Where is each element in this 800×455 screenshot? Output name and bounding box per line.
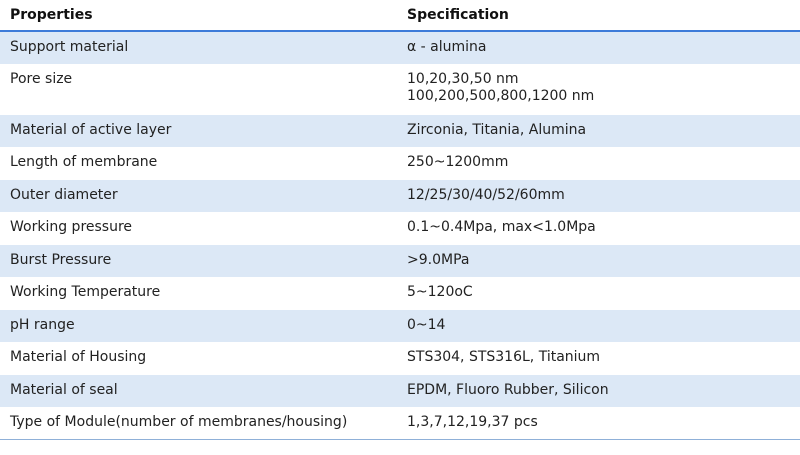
specification-value: 10,20,30,50 nm	[407, 70, 519, 87]
specification-value: 250~1200mm	[407, 154, 509, 170]
table-row	[0, 375, 800, 408]
table-row	[0, 147, 800, 180]
specification-cell	[397, 310, 800, 343]
specification-cell	[397, 245, 800, 278]
specification-cell	[397, 31, 800, 64]
property-cell: Outer diameter	[10, 186, 118, 203]
table-row	[0, 212, 800, 245]
table-row	[0, 407, 800, 440]
table-header	[0, 0, 800, 31]
table-row	[0, 64, 800, 115]
property-cell: Material of active layer	[10, 121, 172, 138]
specification-value: 12/25/30/40/52/60mm	[407, 186, 565, 203]
property-cell: Support material	[10, 39, 129, 55]
header-properties: Properties	[0, 0, 397, 31]
specification-cell	[397, 407, 800, 440]
specification-cell	[397, 147, 800, 180]
specification-cell	[397, 212, 800, 245]
property-cell: Material of Housing	[10, 349, 147, 365]
table-row	[0, 245, 800, 278]
property-cell: Pore size	[10, 70, 73, 87]
specification-value: EPDM, Fluoro Rubber, Silicon	[407, 381, 609, 398]
specification-cell	[397, 375, 800, 408]
table-row	[0, 115, 800, 148]
table-row	[0, 277, 800, 310]
specification-value: >9.0MPa	[407, 251, 470, 268]
specification-cell	[397, 64, 800, 115]
specification-value: 5~120oC	[407, 284, 473, 300]
specification-cell	[397, 115, 800, 148]
specification-value: 100,200,500,800,1200 nm	[407, 87, 595, 104]
table-row	[0, 31, 800, 64]
specification-value: 1,3,7,12,19,37 pcs	[407, 414, 538, 430]
table-row	[0, 342, 800, 375]
header-row	[0, 0, 800, 31]
specification-cell	[397, 180, 800, 213]
specification-value: STS304, STS316L, Titanium	[407, 349, 601, 365]
table-row	[0, 310, 800, 343]
table-row	[0, 180, 800, 213]
property-cell: Burst Pressure	[10, 251, 112, 268]
property-cell: Material of seal	[10, 381, 118, 398]
specification-value: Zirconia, Titania, Alumina	[407, 121, 587, 138]
specification-cell	[397, 342, 800, 375]
specification-value: 0.1~0.4Mpa, max<1.0Mpa	[407, 219, 596, 235]
header-specification: Specification	[397, 0, 800, 31]
property-cell: Length of membrane	[10, 154, 158, 170]
specification-cell	[397, 277, 800, 310]
table-body	[0, 31, 800, 440]
property-cell: pH range	[10, 316, 75, 333]
property-cell: Working pressure	[10, 219, 133, 235]
specification-value: α - alumina	[407, 39, 487, 55]
property-cell: Type of Module(number of membranes/housing)	[0, 407, 397, 440]
specification-value: 0~14	[407, 316, 446, 333]
property-cell: Working Temperature	[10, 284, 161, 300]
